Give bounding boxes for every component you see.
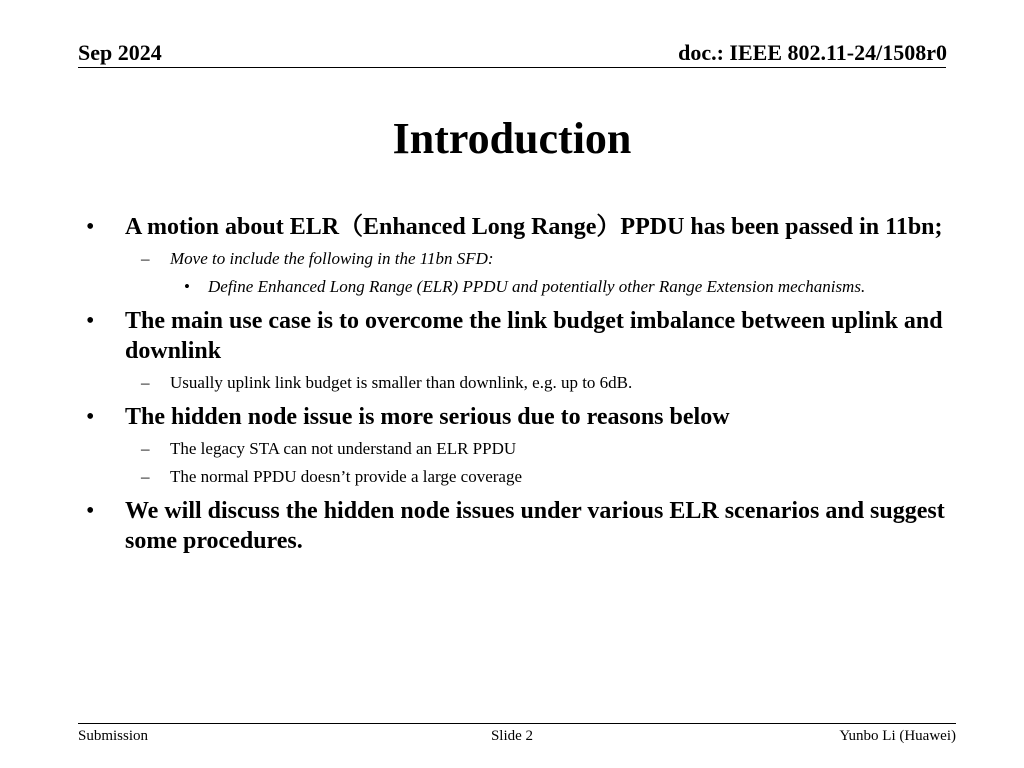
slide-title: Introduction — [392, 114, 632, 163]
bullet-marker: • — [184, 277, 190, 296]
header-date: Sep 2024 — [78, 40, 162, 65]
footer-submission: Submission — [78, 728, 149, 744]
dash-marker: – — [141, 439, 150, 458]
footer-author: Yunbo Li (Huawei) — [839, 728, 956, 744]
slide-body — [84, 208, 954, 556]
sub-sub-item-text: Define Enhanced Long Range (ELR) PPDU and potentially other Range Extension mechanisms. — [208, 277, 866, 296]
sub-item-legacy-sta — [84, 438, 954, 460]
bullet-text: The hidden node issue is more serious due to reasons below — [125, 404, 730, 430]
bullet-item-discussion — [84, 496, 954, 556]
dash-marker: – — [141, 373, 150, 392]
sub-item-text: The normal PPDU doesn’t provide a large coverage — [170, 467, 523, 486]
bullet-text: A motion about ELR（Enhanced Long Range）PPDU has been passed in 11bn; — [125, 214, 943, 240]
sub-item-text: Move to include the following in the 11bn SFD: — [170, 249, 494, 268]
bullet-marker: • — [86, 214, 95, 240]
footer-slide-number: Slide 2 — [490, 728, 534, 744]
bullet-text: We will discuss the hidden node issues under various ELR scenarios and suggest some procedures. — [125, 498, 945, 554]
bullet-marker: • — [86, 404, 95, 430]
bullet-item-elr-motion — [84, 212, 954, 242]
sub-item-link-budget — [84, 372, 954, 394]
sub-item-normal-ppdu — [84, 466, 954, 488]
header-divider — [78, 67, 946, 68]
sub-item-text: Usually uplink link budget is smaller than downlink, e.g. up to 6dB. — [170, 373, 633, 392]
sub-sub-item-elr-definition — [84, 276, 954, 298]
header-doc-id: doc.: IEEE 802.11-24/1508r0 — [678, 40, 947, 65]
bullet-text: The main use case is to overcome the link budget imbalance between uplink and downlink — [125, 308, 943, 364]
bullet-marker: • — [86, 308, 95, 334]
sub-item-text: The legacy STA can not understand an ELR PPDU — [170, 439, 517, 458]
bullet-item-hidden-node — [84, 402, 954, 432]
sub-item-sfd-motion — [84, 248, 954, 270]
bullet-marker: • — [86, 498, 95, 524]
footer-divider — [78, 723, 956, 724]
dash-marker: – — [141, 249, 150, 268]
bullet-item-use-case — [84, 306, 954, 366]
dash-marker: – — [141, 467, 150, 486]
